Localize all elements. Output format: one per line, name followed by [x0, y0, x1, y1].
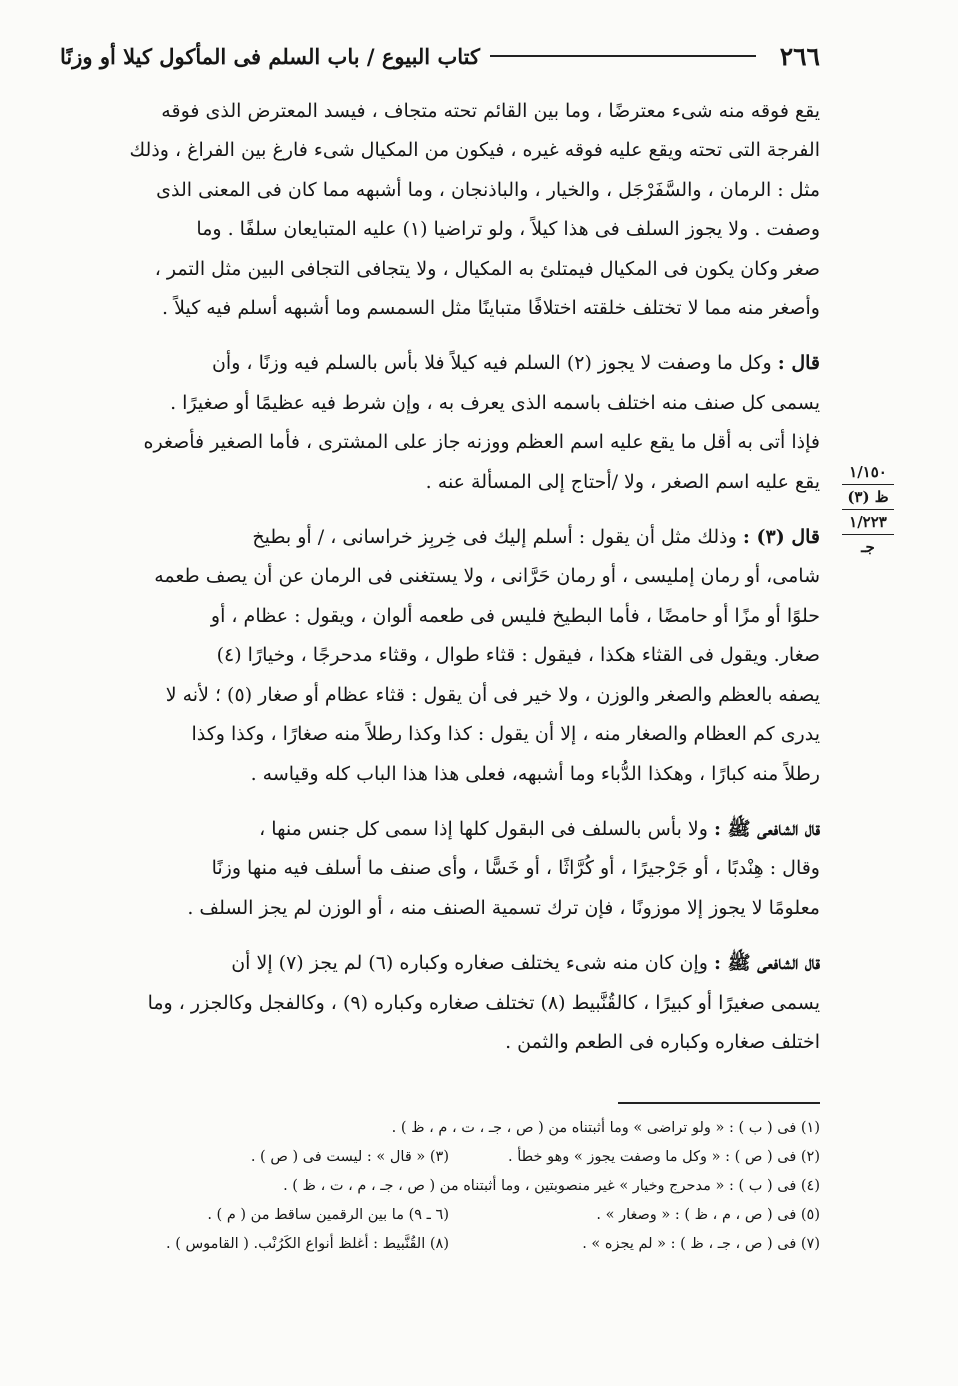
footnote-row [78, 1114, 820, 1143]
page-number: ٢٦٦ [779, 41, 820, 71]
text-line: شامى، أو رمان إمليسى ، أو رمان حَرَّانى ، ولا يستغنى فى الرمان عن أن يصف طعمه [154, 565, 820, 588]
text-line [78, 944, 820, 983]
footnote: (٨) القُنَّبيط : أغلظ أنواع الكَرُنْب. ( القاموس ) . [166, 1236, 449, 1252]
text-line [78, 518, 820, 557]
paragraph [78, 92, 820, 328]
text-line: يسمى صغيرًا أو كبيرًا ، كالقُنَّبيط (٨) تختلف صغاره وكباره (٩) ، وكالفجل وكالجزر ، وما [147, 991, 820, 1014]
footnote: (٧) فى ( ص ، جـ ، ظ ) : « لم يجزه » . [582, 1236, 820, 1252]
margin-ref: جـ [861, 538, 875, 556]
text-line: حلوًا أو مزًا أو حامضًا ، فأما البطيخ فليس فى طعمه ألوان ، ويقول : عظام ، أو [210, 604, 820, 627]
text-line: وقال : هِنْدبًا ، أو جَرْجيرًا ، أو كُرَّاثًا ، أو خَسًّا ، وأى صنف ما أسلف فيه منها وزنًا [211, 857, 820, 880]
paragraph [78, 944, 820, 1062]
footnote-row [78, 1143, 820, 1172]
text-line: معلومًا لا يجوز إلا موزونًا ، فإن ترك تسمية الصنف منه ، أو الوزن لم يجز السلف . [187, 896, 820, 919]
text-span: ولا بأس بالسلف فى البقول كلها إذا سمى كل جنس منها ، [259, 817, 708, 840]
paragraph [78, 810, 820, 928]
paragraph-lead: قال : [777, 352, 820, 375]
footnote: (٦ ـ ٩) ما بين الرقمين ساقط من ( م ) . [207, 1207, 449, 1223]
footnote-row [78, 1172, 820, 1201]
text-line [78, 810, 820, 849]
header-rule [490, 55, 756, 57]
text-line: وأصغر منه مما لا تختلف خلقته اختلافًا متباينًا مثل السمسم وما أشبهه أسلم فيه كيلاً . [162, 297, 820, 320]
footnote-row [78, 1201, 820, 1230]
margin-ref: ظ (٣) [842, 485, 894, 510]
margin-ref: ١/٢٢٣ [842, 510, 894, 535]
text-line: الفرجة التى تحته ويقع عليه فوقه غيره ، فيكون من المكيال شىء فارغ بين الفراغ ، وذلك [129, 139, 820, 162]
text-line: يصفه بالعظم والصغر والوزن ، ولا خير فى أن يقول : قثاء عظام أو صغار (٥) ؛ لأنه لا [165, 683, 820, 706]
paragraph [78, 518, 820, 794]
footnote: (٤) فى ( ب ) : « مدحرج وخيار » غير منصوبتين ، وما أثبتناه من ( ص ، جـ ، م ، ت ، ظ ) . [283, 1178, 820, 1194]
footnote: (٥) فى ( ص ، م ، ظ ) : « وصغار » . [596, 1207, 820, 1223]
text-span: وإن كان منه شىء يختلف صغاره وكباره (٦) لم يجز (٧) إلا أن [231, 952, 708, 975]
paragraph-lead: قال (٣) : [742, 526, 820, 549]
text-span: وذلك مثل أن يقول : أسلم إليك فى خِربِز خراسانى ، / أو بطيخ [252, 526, 737, 549]
paragraph-lead: قال الشافعى ﷺ : [713, 817, 820, 840]
text-line: فإذا أتى به أقل ما يقع عليه اسم العظم ووزنه جاز على المشترى ، فأما الصغير فأصغره [143, 431, 820, 454]
text-line: يدرى كم العظام والصغار منه ، إلا أن يقول : كذا وكذا رطلاً منه صغارًا ، وكذا وكذا [191, 723, 820, 746]
text-line: صغار. ويقول فى القثاء هكذا ، فيقول : قثاء طوال ، وقثاء مدحرجًا ، وخيارًا (٤) [216, 644, 820, 667]
running-title: كتاب البيوع / باب السلم فى المأكول كيلا أو وزنًا [60, 43, 480, 69]
text-line: يقع فوقه منه شىء معترضًا ، وما بين القائم تحته متجاف ، فيسد المعترض الذى فوقه [161, 100, 820, 122]
text-line: صغر وكان يكون فى المكيال فيمتلئ به المكيال ، ولا يتجافى التجافى البين مثل التمر ، [154, 257, 820, 280]
margin-ref: ١/١٥٠ [842, 460, 894, 485]
footnotes [78, 1114, 820, 1259]
paragraph-lead: قال الشافعى ﷺ : [713, 952, 820, 975]
text-span: وكل ما وصفت لا يجوز (٢) السلم فيه كيلاً فلا بأس بالسلم فيه وزنًا ، وأن [211, 352, 772, 375]
paragraph [78, 344, 820, 502]
footnote-row [78, 1230, 820, 1259]
text-line: رطلاً منه كبارًا ، وهكذا الدُّباء وما أشبهه، فعلى هذا هذا الباب كله وقياسه . [250, 762, 820, 785]
footnote: (٣) « قال » : ليست فى ( ص ) . [250, 1149, 449, 1165]
footnote: (١) فى ( ب ) : « ولو تراضى » وما أثبتناه من ( ص ، جـ ، ت ، م ، ظ ) . [391, 1120, 820, 1136]
text-line: وصفت . ولا يجوز السلف فى هذا كيلاً ، ولو تراضيا (١) عليه المتبايعان سلفًا . وما [196, 218, 820, 241]
main-text [78, 92, 820, 1078]
text-line [78, 344, 820, 383]
footnote-rule [618, 1102, 820, 1104]
text-line: مثل : الرمان ، والسَّفَرْجَل ، والخيار ، والباذنجان ، وما أشبهه مما كان فى المعنى الذى [156, 178, 820, 201]
margin-references [842, 460, 894, 559]
text-line: اختلف صغاره وكباره فى الطعم والثمن . [505, 1030, 820, 1053]
running-header [60, 36, 820, 76]
text-line: يسمى كل صنف منه اختلف باسمه الذى يعرف به ، وإن شرط فيه عظيمًا أو صغيرًا . [170, 391, 820, 414]
footnote: (٢) فى ( ص ) : « وكل ما وصفت يجوز » وهو خطأ . [507, 1149, 820, 1165]
text-line: يقع عليه اسم الصغر ، ولا /أحتاج إلى المسألة عنه . [425, 470, 820, 493]
